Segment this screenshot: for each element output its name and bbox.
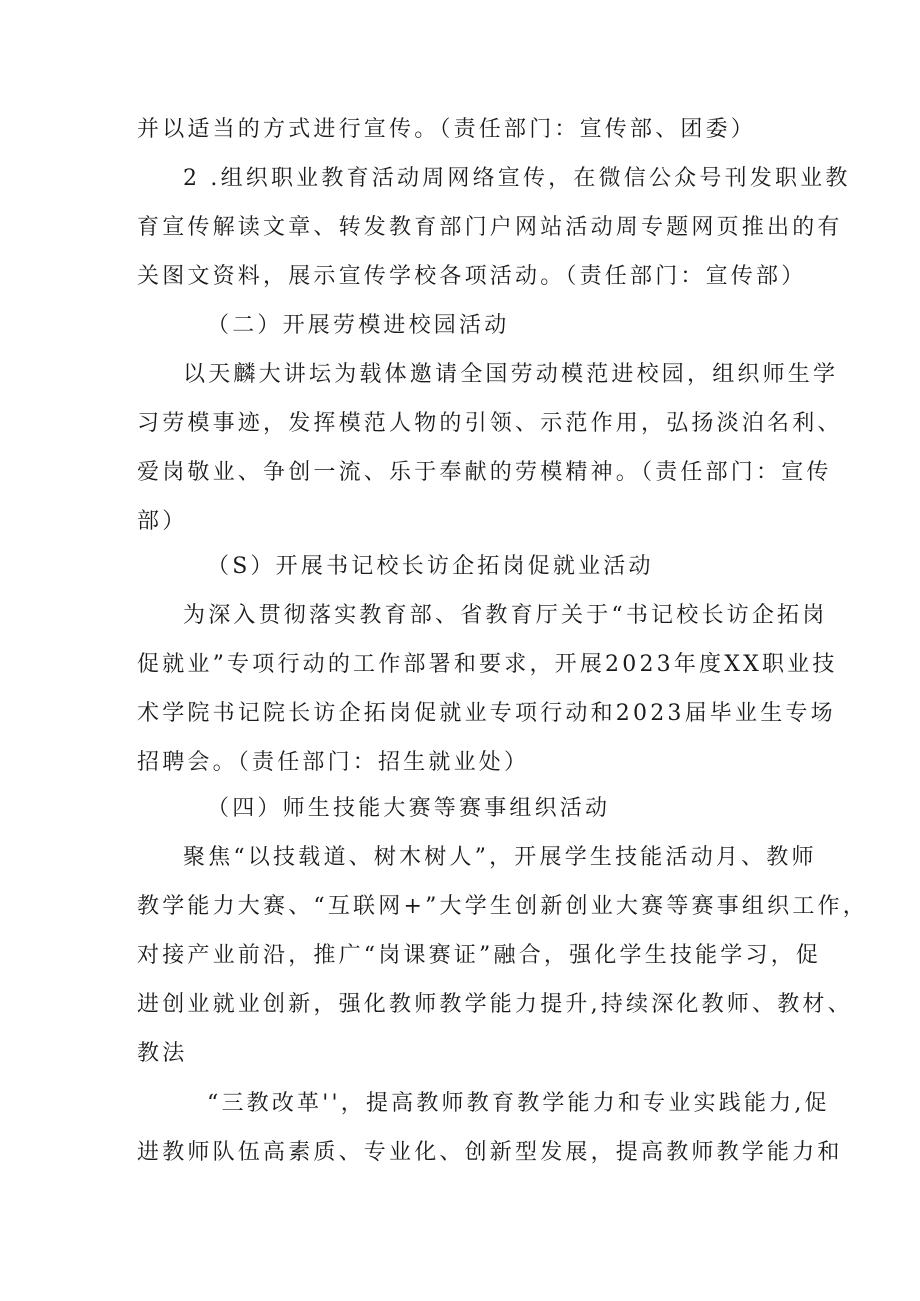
section-heading: （S）开展书记校长访企拓岗促就业活动 [207, 554, 654, 579]
section-heading: （四）师生技能大赛等赛事组织活动 [207, 796, 611, 821]
body-text-line: 进创业就业创新，强化教师教学能力提升,持续深化教师、教材、 [137, 992, 853, 1017]
body-text-line: 育宣传解读文章、转发教育部门户网站活动周专题网页推出的有 [137, 215, 843, 240]
body-text-line: 关图文资料，展示宣传学校各项活动。（责任部门：宣传部） [137, 264, 807, 289]
section-heading: （二）开展劳模进校园活动 [207, 313, 510, 338]
body-text-line: 招聘会。（责任部门：招生就业处） [137, 750, 530, 775]
body-text-line: 以天麟大讲坛为载体邀请全国劳动模范进校园，组织师生学 [183, 362, 839, 387]
body-text-line: 术学院书记院长访企拓岗促就业专项行动和2023届毕业生专场 [137, 701, 836, 726]
body-text-line: 并以适当的方式进行宣传。（责任部门：宣传部、团委） [137, 117, 757, 142]
body-text-line: 教法 [137, 1041, 188, 1066]
body-text-line: 部） [137, 509, 188, 534]
list-item-line: 2 .组织职业教育活动周网络宣传，在微信公众号刊发职业教 [183, 166, 851, 191]
body-text-line: 习劳模事迹，发挥模范人物的引领、示范作用，弘扬淡泊名利、 [137, 411, 843, 436]
body-text-line: 教学能力大赛、“互联网+”大学生创新创业大赛等赛事组织工作， [137, 894, 868, 919]
body-text-line: 聚焦“以技载道、树木树人”，开展学生技能活动月、教师 [183, 845, 817, 870]
body-text-line: 促就业”专项行动的工作部署和要求，开展2023年度XX职业技 [137, 652, 838, 677]
body-text-line: 对接产业前沿，推广“岗课赛证”融合，强化学生技能学习，促 [137, 943, 822, 968]
body-text-line: 爱岗敬业、争创一流、乐于奉献的劳模精神。（责任部门：宣传 [137, 460, 832, 485]
body-text-line: 为深入贯彻落实教育部、省教育厅关于“书记校长访企拓岗 [183, 603, 828, 628]
body-text-line: 进教师队伍高素质、专业化、创新型发展，提高教师教学能力和 [137, 1140, 843, 1165]
body-text-line: “三教改革''，提高教师教育教学能力和专业实践能力,促 [207, 1091, 830, 1116]
